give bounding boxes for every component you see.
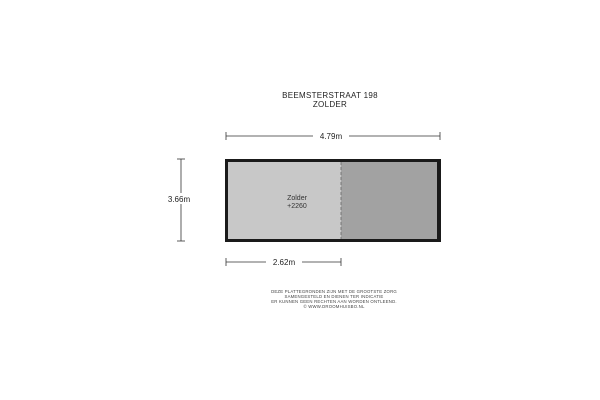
disclaimer-line-1: DEZE PLATTEGRONDEN ZIJN MET DE GROOTSTE ZORG	[271, 289, 397, 294]
disclaimer-line-2: SAMENGESTELD EN DIENEN TER INDICATIE	[284, 294, 384, 299]
room-floor-low-ceiling	[341, 162, 437, 239]
plan-address-title: BEEMSTERSTRAAT 198	[282, 91, 378, 100]
width-dimension	[226, 130, 440, 141]
partial-width-label: 2.62m	[272, 258, 296, 267]
room-name-label: Zolder	[287, 195, 307, 202]
room-floor-usable	[228, 162, 341, 239]
attic-room	[225, 159, 441, 242]
width-label: 4.79m	[319, 132, 343, 141]
depth-label: 3.66m	[167, 195, 191, 204]
plan-floor-title: ZOLDER	[312, 100, 348, 109]
partial-width-dimension	[226, 256, 341, 267]
depth-dimension	[163, 159, 195, 241]
room-height-label: +2260	[287, 203, 307, 210]
disclaimer-line-3: ER KUNNEN GEEN RECHTEN AAN WORDEN ONTLEEND.	[271, 299, 397, 304]
disclaimer-line-4: © WWW.DROOMHUISBO.NL	[303, 304, 365, 309]
